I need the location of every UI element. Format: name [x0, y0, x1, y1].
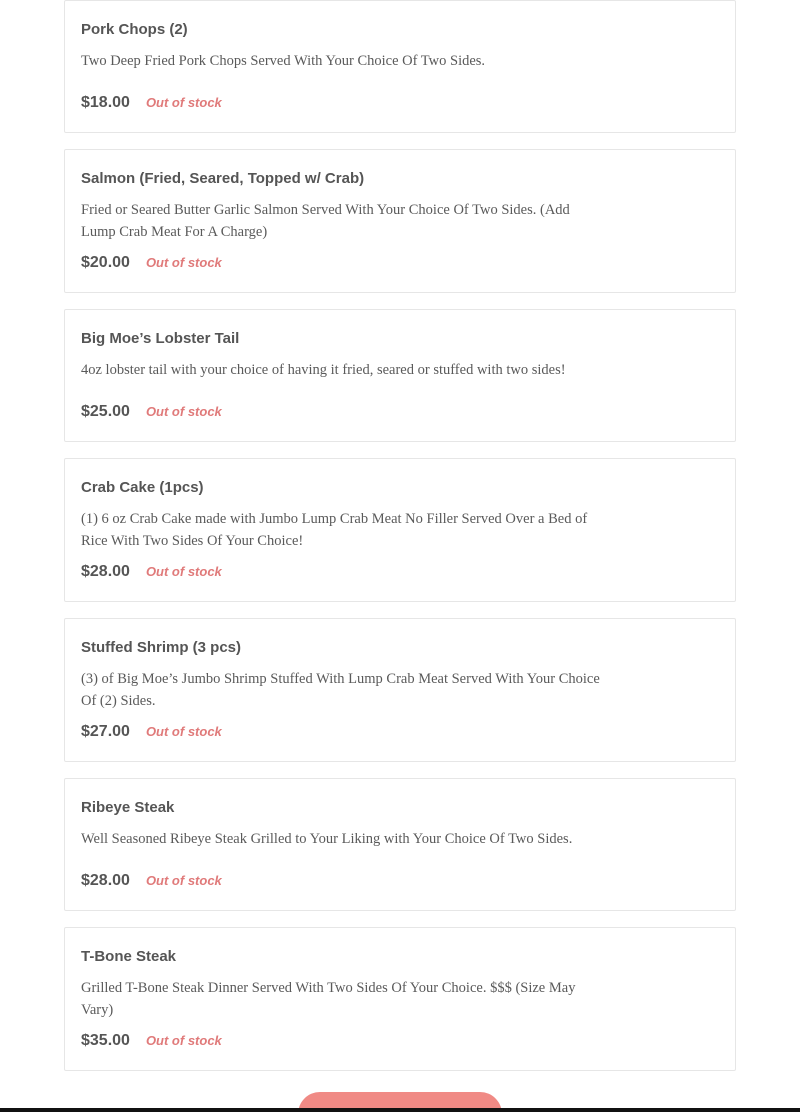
- item-description: Well Seasoned Ribeye Steak Grilled to Your Liking with Your Choice Of Two Sides.: [81, 831, 573, 847]
- out-of-stock-label: Out of stock: [145, 1033, 222, 1048]
- out-of-stock-label: Out of stock: [145, 255, 222, 270]
- item-name: Ribeye Steak: [81, 799, 175, 816]
- price-row: [81, 561, 719, 601]
- item-description: Grilled T-Bone Steak Dinner Served With Two Sides Of Your Choice. $$$ (Size May Vary): [81, 980, 576, 1018]
- price-row: [81, 252, 719, 292]
- item-price: $28.00: [81, 872, 130, 889]
- menu-item-card[interactable]: [64, 458, 736, 602]
- item-name: Salmon (Fried, Seared, Topped w/ Crab): [81, 170, 365, 187]
- menu-item-card[interactable]: [64, 309, 736, 442]
- bottom-bar: [0, 1108, 800, 1112]
- item-name: Crab Cake (1pcs): [81, 479, 204, 496]
- item-description: (3) of Big Moe’s Jumbo Shrimp Stuffed With Lump Crab Meat Served With Your Choice Of (2) Sides.: [81, 671, 600, 709]
- out-of-stock-label: Out of stock: [145, 873, 222, 888]
- menu-item-card[interactable]: [64, 927, 736, 1071]
- price-row: [81, 1030, 719, 1070]
- price-row: [81, 92, 719, 132]
- item-price: $27.00: [81, 723, 130, 740]
- out-of-stock-label: Out of stock: [145, 564, 222, 579]
- item-price: $28.00: [81, 563, 130, 580]
- item-description: Two Deep Fried Pork Chops Served With Your Choice Of Two Sides.: [81, 53, 486, 69]
- item-price: $25.00: [81, 403, 130, 420]
- item-description: 4oz lobster tail with your choice of having it fried, seared or stuffed with two sides!: [81, 362, 566, 378]
- item-name: Big Moe’s Lobster Tail: [81, 330, 240, 347]
- menu-item-card[interactable]: [64, 618, 736, 762]
- item-description: (1) 6 oz Crab Cake made with Jumbo Lump Crab Meat No Filler Served Over a Bed of Rice With Two Sides Of Your Choice!: [81, 511, 588, 549]
- price-row: [81, 721, 719, 761]
- menu-item-card[interactable]: [64, 778, 736, 911]
- out-of-stock-label: Out of stock: [145, 724, 222, 739]
- item-price: $18.00: [81, 94, 130, 111]
- out-of-stock-label: Out of stock: [145, 404, 222, 419]
- item-name: Stuffed Shrimp (3 pcs): [81, 639, 242, 656]
- item-name: Pork Chops (2): [81, 21, 188, 38]
- item-name: T-Bone Steak: [81, 948, 177, 965]
- menu-item-card[interactable]: [64, 149, 736, 293]
- menu-item-list: [64, 0, 736, 1087]
- price-row: [81, 870, 719, 910]
- out-of-stock-label: Out of stock: [145, 95, 222, 110]
- item-description: Fried or Seared Butter Garlic Salmon Served With Your Choice Of Two Sides. (Add Lump Crab Meat For A Charge): [81, 202, 570, 240]
- item-price: $20.00: [81, 254, 130, 271]
- menu-item-card[interactable]: [64, 0, 736, 133]
- item-price: $35.00: [81, 1032, 130, 1049]
- price-row: [81, 401, 719, 441]
